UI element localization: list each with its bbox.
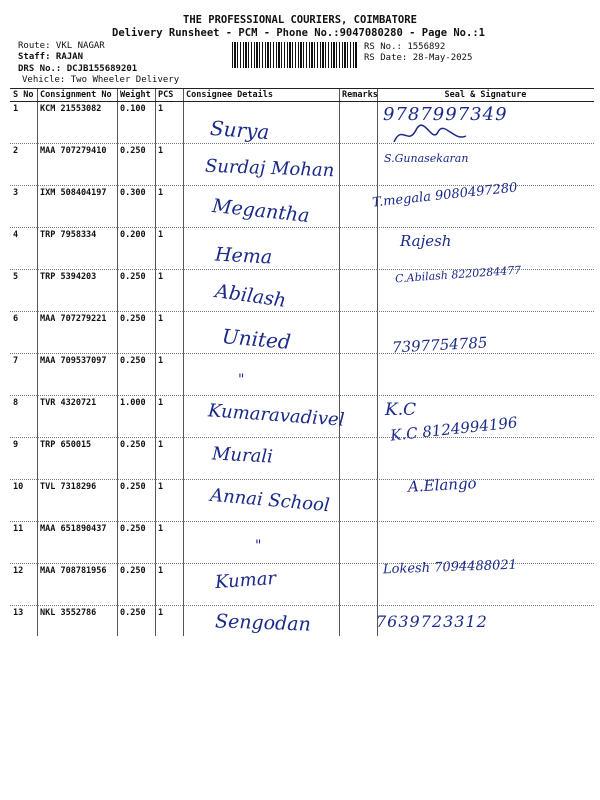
cell-weight: 0.200	[117, 228, 155, 270]
consignee-handwriting: Surya	[209, 115, 271, 145]
cell-pcs: 1	[155, 186, 183, 228]
col-remarks: Remarks	[339, 89, 377, 102]
signature-handwriting: S.Gunasekaran	[384, 152, 469, 165]
cell-consignment: MAA 707279221	[37, 312, 117, 354]
consignee-handwriting: United	[221, 324, 292, 354]
cell-sno: 5	[10, 270, 37, 312]
signature-handwriting: Lokesh 7094488021	[382, 557, 518, 578]
signature-handwriting: 9787997349	[383, 104, 508, 125]
staff-label: Staff: RAJAN	[18, 52, 84, 62]
barcode	[232, 42, 358, 68]
cell-consignment: NKL 3552786	[40, 608, 97, 618]
cell-signature	[377, 522, 594, 564]
cell-weight: 0.250	[117, 354, 155, 396]
cell-consignment: MAA 708781956	[37, 564, 117, 606]
consignee-handwriting: Megantha	[211, 194, 311, 228]
cell-pcs: 1	[155, 480, 183, 522]
cell-remarks	[339, 186, 377, 228]
consignee-handwriting: Kumar	[214, 567, 277, 594]
cell-pcs: 1	[155, 438, 183, 480]
cell-weight: 0.250	[117, 312, 155, 354]
cell-remarks	[339, 480, 377, 522]
cell-sno: 12	[10, 564, 37, 606]
cell-pcs: 1	[155, 396, 183, 438]
signature-handwriting: K.C 8124994196	[389, 413, 519, 445]
cell-sno: 10	[10, 480, 37, 522]
consignee-handwriting: Abilash	[213, 280, 288, 312]
consignee-handwriting: "	[238, 372, 245, 388]
cell-signature	[377, 354, 594, 396]
cell-weight: 0.250	[117, 270, 155, 312]
cell-consignment: TRP 650015	[37, 438, 117, 480]
signature-handwriting: 7397754785	[391, 333, 488, 357]
signature-handwriting: Rajesh	[400, 232, 452, 250]
cell-sno: 13	[13, 608, 24, 618]
cell-weight: 0.250	[117, 480, 155, 522]
cell-weight: 0.250	[117, 438, 155, 480]
signature-handwriting: A.Elango	[407, 474, 478, 496]
cell-sno: 1	[10, 102, 37, 144]
rs-number: RS No.: 1556892	[364, 42, 446, 52]
cell-pcs: 1	[155, 102, 183, 144]
cell-weight: 0.250	[117, 144, 155, 186]
cell-pcs: 1	[155, 144, 183, 186]
runsheet-subtitle: Delivery Runsheet - PCM - Phone No.:9047080280 - Page No.:1	[112, 27, 485, 39]
cell-consignment: TRP 5394203	[37, 270, 117, 312]
cell-consignment: TVR 4320721	[37, 396, 117, 438]
cell-consignment: MAA 707279410	[37, 144, 117, 186]
table-header-row	[10, 89, 594, 102]
cell-pcs: 1	[155, 270, 183, 312]
cell-weight: 0.250	[120, 608, 146, 618]
cell-sno: 9	[10, 438, 37, 480]
signature-scribble	[392, 122, 472, 148]
cell-sno: 6	[10, 312, 37, 354]
col-weight: Weight	[117, 89, 155, 102]
rs-date: RS Date: 28-May-2025	[364, 53, 473, 63]
consignee-handwriting: Kumaravadivel	[207, 400, 346, 431]
cell-remarks	[339, 102, 377, 144]
cell-pcs: 1	[155, 354, 183, 396]
cell-pcs: 1	[155, 228, 183, 270]
cell-pcs: 1	[155, 564, 183, 606]
cell-remarks	[339, 522, 377, 564]
cell-consignee	[183, 354, 339, 396]
cell-consignment: KCM 21553082	[37, 102, 117, 144]
cell-sno: 8	[10, 396, 37, 438]
signature-handwriting: T.megala 9080497280	[371, 180, 519, 211]
consignee-handwriting: Hema	[214, 243, 273, 269]
table-row	[10, 438, 594, 480]
cell-remarks	[339, 354, 377, 396]
cell-weight: 0.300	[117, 186, 155, 228]
col-sno: S No	[10, 89, 37, 102]
cell-consignment: MAA 651890437	[37, 522, 117, 564]
cell-weight: 0.250	[117, 522, 155, 564]
cell-pcs: 1	[155, 312, 183, 354]
cell-remarks	[339, 564, 377, 606]
signature-handwriting: C.Abilash 8220284477	[394, 263, 522, 286]
consignee-handwriting: Sengodan	[214, 610, 312, 636]
cell-weight: 1.000	[117, 396, 155, 438]
cell-pcs: 1	[155, 522, 183, 564]
signature-handwriting: 7639723312	[376, 612, 488, 631]
company-title: THE PROFESSIONAL COURIERS, COIMBATORE	[183, 14, 417, 26]
cell-remarks	[339, 312, 377, 354]
table-row	[10, 312, 594, 354]
cell-consignment: TVL 7318296	[37, 480, 117, 522]
drs-label: DRS No.: DCJB155689201	[18, 64, 138, 74]
cell-sno: 4	[10, 228, 37, 270]
cell-consignment: MAA 709537097	[37, 354, 117, 396]
cell-consignment: IXM 508404197	[37, 186, 117, 228]
consignee-handwriting: Surdaj Mohan	[204, 155, 335, 182]
cell-remarks	[339, 606, 377, 657]
cell-remarks	[339, 438, 377, 480]
col-signature: Seal & Signature	[377, 89, 594, 102]
table-row	[10, 354, 594, 396]
consignee-handwriting: Annai School	[209, 484, 331, 517]
cell-sno: 11	[10, 522, 37, 564]
cell-sno: 3	[10, 186, 37, 228]
cell-pcs: 1	[158, 608, 164, 618]
consignee-handwriting: "	[255, 538, 262, 554]
signature-handwriting: K.C	[385, 400, 417, 420]
table-row	[10, 228, 594, 270]
cell-sno: 7	[10, 354, 37, 396]
cell-signature	[377, 438, 594, 480]
col-consignment: Consignment No	[37, 89, 117, 102]
cell-weight: 0.100	[117, 102, 155, 144]
cell-remarks	[339, 144, 377, 186]
cell-consignment: TRP 7958334	[37, 228, 117, 270]
cell-remarks	[339, 228, 377, 270]
consignee-handwriting: Murali	[211, 443, 274, 468]
col-consignee: Consignee Details	[183, 89, 339, 102]
vehicle-label: Vehicle: Two Wheeler Delivery	[22, 75, 180, 85]
route-label: Route: VKL NAGAR	[18, 41, 105, 51]
cell-sno: 2	[10, 144, 37, 186]
col-pcs: PCS	[155, 89, 183, 102]
cell-weight: 0.250	[117, 564, 155, 606]
cell-remarks	[339, 270, 377, 312]
